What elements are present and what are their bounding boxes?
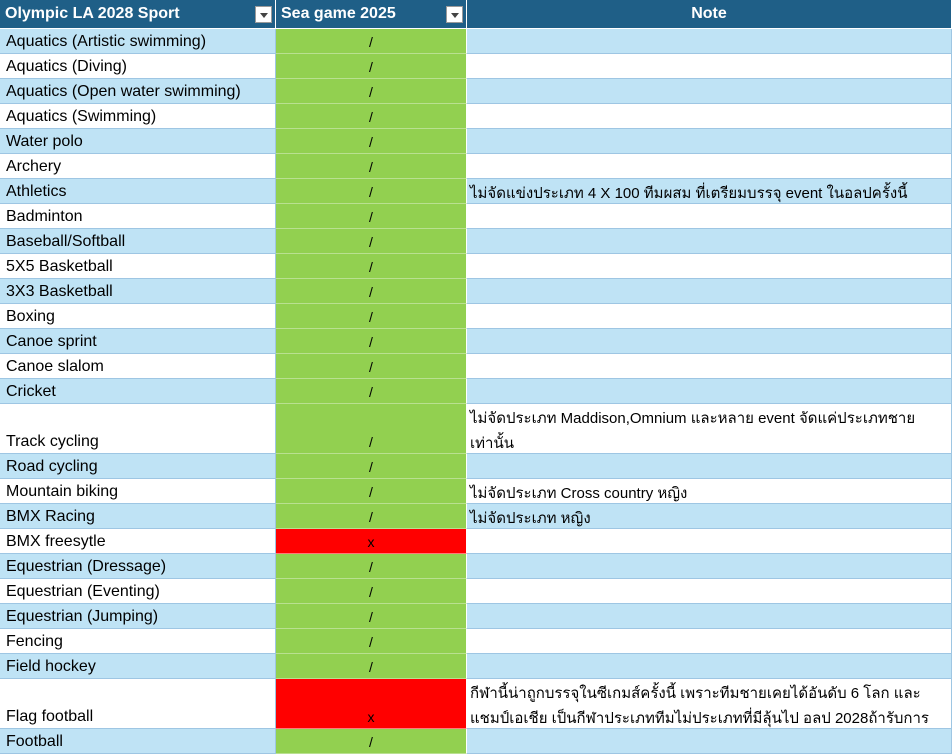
sport-cell[interactable]: Cricket bbox=[0, 379, 276, 404]
seagame-status-cell[interactable]: x bbox=[276, 679, 467, 729]
note-cell[interactable] bbox=[467, 354, 952, 379]
note-cell[interactable]: ไม่จัดประเภท Maddison,Omnium และหลาย event จัดแค่ประเภทชาย เท่านั้น bbox=[467, 404, 952, 454]
note-cell[interactable] bbox=[467, 454, 952, 479]
seagame-status-cell[interactable]: / bbox=[276, 329, 467, 354]
sport-cell[interactable]: BMX Racing bbox=[0, 504, 276, 529]
sport-cell[interactable]: Fencing bbox=[0, 629, 276, 654]
sport-cell[interactable]: Canoe sprint bbox=[0, 329, 276, 354]
note-cell[interactable] bbox=[467, 229, 952, 254]
seagame-status-cell[interactable]: / bbox=[276, 54, 467, 79]
sport-cell[interactable]: Athletics bbox=[0, 179, 276, 204]
sport-cell[interactable]: Football bbox=[0, 729, 276, 754]
sport-cell[interactable]: Track cycling bbox=[0, 404, 276, 454]
seagame-status-cell[interactable]: / bbox=[276, 479, 467, 504]
seagame-status-cell[interactable]: / bbox=[276, 629, 467, 654]
note-cell[interactable] bbox=[467, 79, 952, 104]
filter-dropdown-seagame-icon[interactable] bbox=[446, 6, 463, 23]
header-sport-label: Olympic LA 2028 Sport bbox=[5, 5, 180, 22]
seagame-status-cell[interactable]: / bbox=[276, 729, 467, 754]
seagame-status-cell[interactable]: / bbox=[276, 654, 467, 679]
seagame-status-cell[interactable]: / bbox=[276, 279, 467, 304]
note-cell[interactable] bbox=[467, 629, 952, 654]
note-cell[interactable] bbox=[467, 554, 952, 579]
sport-cell[interactable]: Field hockey bbox=[0, 654, 276, 679]
seagame-status-cell[interactable]: / bbox=[276, 179, 467, 204]
note-cell[interactable] bbox=[467, 304, 952, 329]
note-cell[interactable] bbox=[467, 529, 952, 554]
seagame-status-cell[interactable]: / bbox=[276, 354, 467, 379]
sport-cell[interactable]: Aquatics (Diving) bbox=[0, 54, 276, 79]
seagame-status-cell[interactable]: / bbox=[276, 204, 467, 229]
note-cell[interactable] bbox=[467, 129, 952, 154]
sport-cell[interactable]: 5X5 Basketball bbox=[0, 254, 276, 279]
seagame-status-cell[interactable]: / bbox=[276, 129, 467, 154]
seagame-status-cell[interactable]: / bbox=[276, 154, 467, 179]
sport-cell[interactable]: Archery bbox=[0, 154, 276, 179]
seagame-status-cell[interactable]: / bbox=[276, 104, 467, 129]
seagame-status-cell[interactable]: / bbox=[276, 304, 467, 329]
sport-cell[interactable]: Badminton bbox=[0, 204, 276, 229]
seagame-status-cell[interactable]: / bbox=[276, 604, 467, 629]
note-cell[interactable] bbox=[467, 604, 952, 629]
note-cell[interactable]: กีฬานี้น่าถูกบรรจุในซีเกมส์ครั้งนี้ เพราะทีมชายเคยได้อันดับ 6 โลก และ แชมป์เอเชีย เป็นกีฬาประเภททีมไม่ประเภทที่มีลุ้นไป อลป 2028ถ้ารับการ bbox=[467, 679, 952, 729]
seagame-status-cell[interactable]: / bbox=[276, 404, 467, 454]
note-cell[interactable] bbox=[467, 579, 952, 604]
note-cell[interactable] bbox=[467, 279, 952, 304]
note-cell[interactable] bbox=[467, 379, 952, 404]
sport-cell[interactable]: Mountain biking bbox=[0, 479, 276, 504]
seagame-status-cell[interactable]: / bbox=[276, 554, 467, 579]
filter-dropdown-sport-icon[interactable] bbox=[255, 6, 272, 23]
note-cell[interactable] bbox=[467, 29, 952, 54]
sport-cell[interactable]: Flag football bbox=[0, 679, 276, 729]
note-cell[interactable]: ไม่จัดประเภท หญิง bbox=[467, 504, 952, 529]
sport-cell[interactable]: Aquatics (Artistic swimming) bbox=[0, 29, 276, 54]
seagame-status-cell[interactable]: / bbox=[276, 29, 467, 54]
seagame-status-cell[interactable]: / bbox=[276, 254, 467, 279]
header-sport[interactable] bbox=[0, 0, 276, 29]
note-cell[interactable]: ไม่จัดแข่งประเภท 4 X 100 ทีมผสม ที่เตรียมบรรจุ event ในอลปครั้งนี้ bbox=[467, 179, 952, 204]
seagame-status-cell[interactable]: / bbox=[276, 379, 467, 404]
header-note[interactable] bbox=[467, 0, 952, 29]
header-note-label: Note bbox=[691, 5, 727, 22]
sport-cell[interactable]: Canoe slalom bbox=[0, 354, 276, 379]
sport-cell[interactable]: 3X3 Basketball bbox=[0, 279, 276, 304]
seagame-status-cell[interactable]: / bbox=[276, 504, 467, 529]
note-cell[interactable]: ไม่จัดประเภท Cross country หญิง bbox=[467, 479, 952, 504]
header-seagame-label: Sea game 2025 bbox=[281, 5, 396, 22]
sport-cell[interactable]: Water polo bbox=[0, 129, 276, 154]
seagame-status-cell[interactable]: / bbox=[276, 79, 467, 104]
note-cell[interactable] bbox=[467, 54, 952, 79]
sport-cell[interactable]: Road cycling bbox=[0, 454, 276, 479]
note-cell[interactable] bbox=[467, 654, 952, 679]
sport-cell[interactable]: Aquatics (Open water swimming) bbox=[0, 79, 276, 104]
seagame-status-cell[interactable]: x bbox=[276, 529, 467, 554]
sport-cell[interactable]: Equestrian (Dressage) bbox=[0, 554, 276, 579]
sport-cell[interactable]: Equestrian (Jumping) bbox=[0, 604, 276, 629]
sport-cell[interactable]: Aquatics (Swimming) bbox=[0, 104, 276, 129]
sport-cell[interactable]: Baseball/Softball bbox=[0, 229, 276, 254]
note-cell[interactable] bbox=[467, 204, 952, 229]
note-cell[interactable] bbox=[467, 254, 952, 279]
header-seagame[interactable] bbox=[276, 0, 467, 29]
note-cell[interactable] bbox=[467, 729, 952, 754]
note-cell[interactable] bbox=[467, 104, 952, 129]
seagame-status-cell[interactable]: / bbox=[276, 454, 467, 479]
seagame-status-cell[interactable]: / bbox=[276, 579, 467, 604]
note-cell[interactable] bbox=[467, 329, 952, 354]
sport-cell[interactable]: Boxing bbox=[0, 304, 276, 329]
note-cell[interactable] bbox=[467, 154, 952, 179]
sport-cell[interactable]: Equestrian (Eventing) bbox=[0, 579, 276, 604]
seagame-status-cell[interactable]: / bbox=[276, 229, 467, 254]
sport-cell[interactable]: BMX freesytle bbox=[0, 529, 276, 554]
